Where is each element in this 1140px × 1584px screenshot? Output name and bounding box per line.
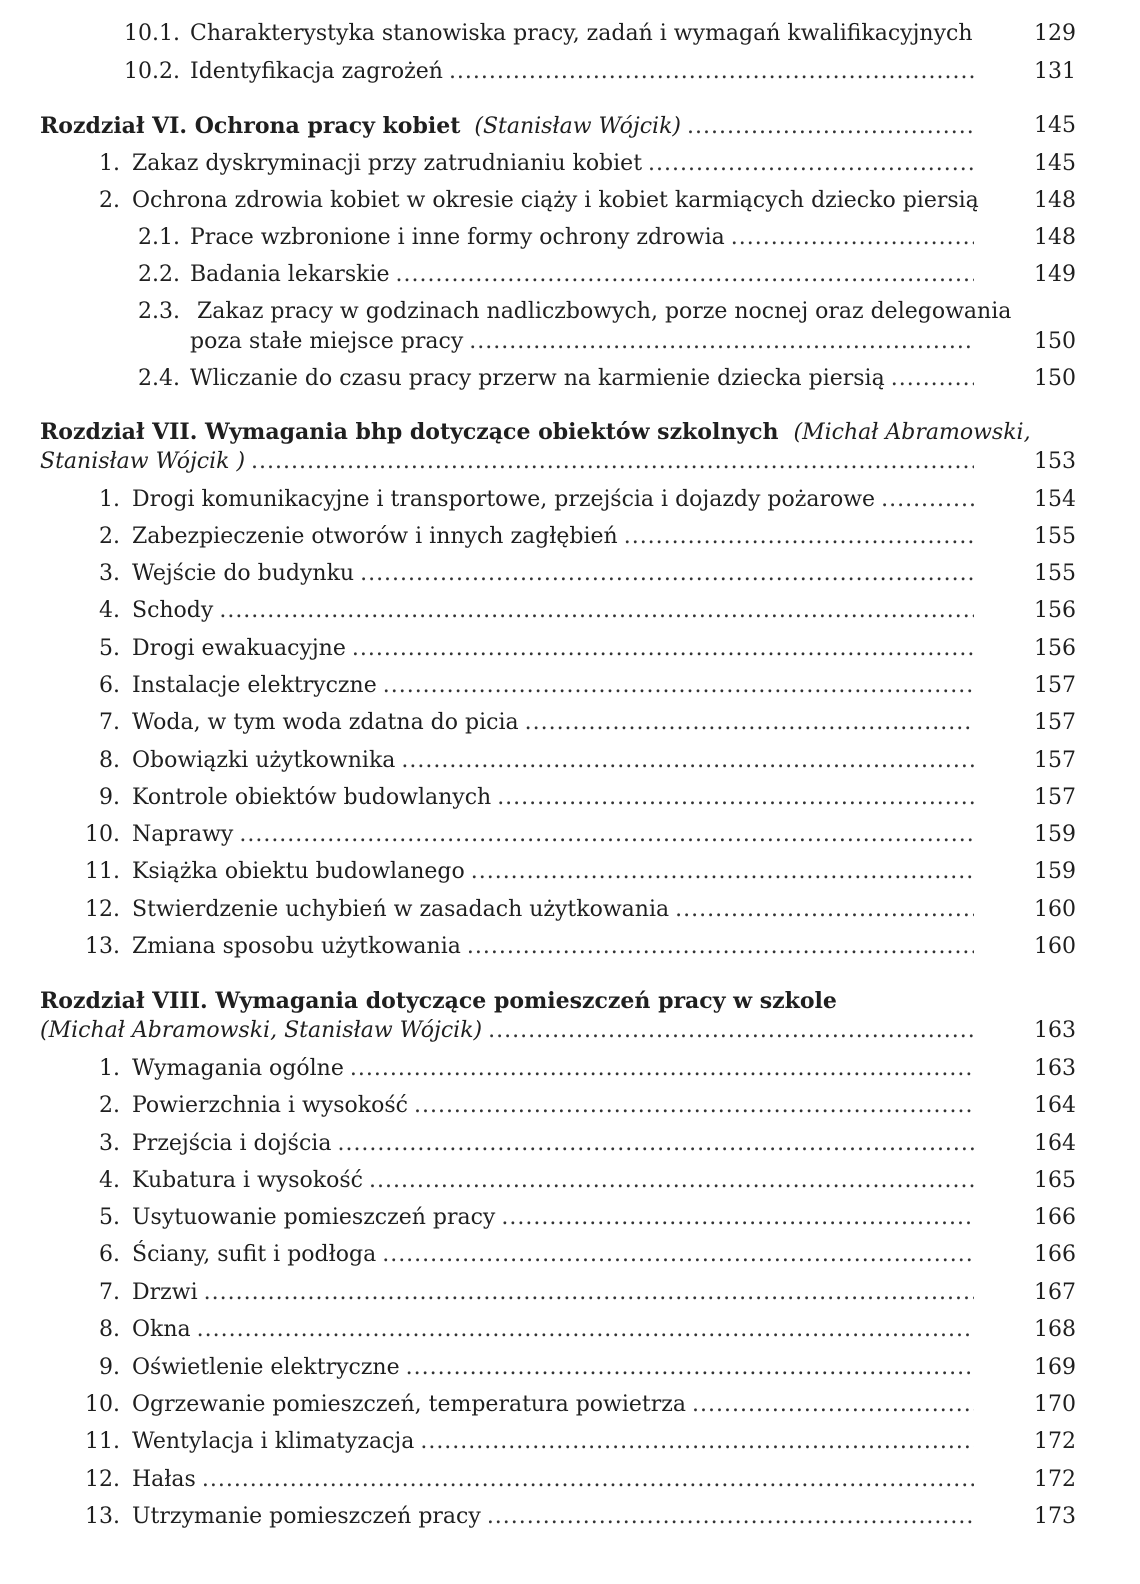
entry-page-number: 145 (1034, 113, 1076, 138)
chapter-author-continued: Stanisław Wójcik ) (40, 449, 246, 474)
dot-leader (467, 933, 974, 961)
entry-page-number: 172 (1034, 1429, 1076, 1454)
entry-number: 3. (99, 1131, 120, 1156)
toc-entry (80, 1055, 1076, 1083)
entry-page-number: 153 (1034, 449, 1076, 474)
toc-entry (120, 20, 1076, 48)
toc-entry (80, 896, 1076, 924)
entry-title-continued: poza stałe miejsce pracy (190, 329, 464, 354)
dot-leader (414, 1092, 974, 1120)
toc-entry-first-line (120, 298, 1011, 326)
toc-entry (80, 187, 1076, 215)
entry-number: 4. (99, 1168, 120, 1193)
dot-leader (501, 1204, 974, 1232)
chapter-title: Rozdział VII. Wymagania bhp dotyczące obiektów szkolnych (40, 419, 779, 445)
dot-leader (369, 1167, 974, 1195)
entry-number: 8. (99, 748, 120, 773)
toc-entry (80, 1316, 1076, 1344)
toc-entry (80, 1204, 1076, 1232)
entry-title: Ogrzewanie pomieszczeń, temperatura powietrza (132, 1392, 686, 1417)
toc-entry (80, 1241, 1076, 1269)
dot-leader (648, 150, 974, 178)
dot-leader (487, 1503, 974, 1531)
entry-page-number: 155 (1034, 561, 1076, 586)
dot-leader (731, 224, 974, 252)
entry-title: Prace wzbronione i inne formy ochrony zdrowia (190, 225, 725, 250)
entry-page-number: 160 (1034, 897, 1076, 922)
dot-leader (525, 709, 974, 737)
entry-title: Obowiązki użytkownika (132, 748, 396, 773)
entry-number: 2.1. (138, 225, 180, 250)
entry-page-number: 170 (1034, 1392, 1076, 1417)
dot-leader (360, 560, 974, 588)
entry-page-number: 160 (1034, 934, 1076, 959)
entry-title: Kontrole obiektów budowlanych (132, 785, 492, 810)
entry-number: 2. (99, 1093, 120, 1118)
entry-number: 6. (99, 1242, 120, 1267)
entry-page-number: 145 (1034, 151, 1076, 176)
chapter-title: Rozdział VIII. Wymagania dotyczące pomieszczeń pracy w szkole (40, 988, 837, 1014)
toc-entry (80, 672, 1076, 700)
entry-number: 13. (85, 934, 120, 959)
toc-entry (80, 560, 1076, 588)
entry-page-number: 129 (1034, 21, 1076, 46)
entry-page-number: 167 (1034, 1280, 1076, 1305)
dot-leader (197, 1316, 974, 1344)
toc-entry (80, 597, 1076, 625)
entry-title: Charakterystyka stanowiska pracy, zadań i wymagań kwalifikacyjnych (190, 21, 973, 46)
entry-page-number: 159 (1034, 822, 1076, 847)
toc-entry (80, 1503, 1076, 1531)
entry-number: 2.4. (138, 366, 180, 391)
entry-title: Okna (132, 1317, 191, 1342)
dot-leader (471, 858, 974, 886)
entry-page-number: 155 (1034, 524, 1076, 549)
toc-entry (80, 635, 1076, 663)
toc-entry (80, 709, 1076, 737)
dot-leader (497, 784, 974, 812)
toc-entry (80, 1354, 1076, 1382)
dot-leader (469, 328, 974, 356)
entry-title: Wliczanie do czasu pracy przerw na karmienie dziecka piersią (190, 366, 885, 391)
entry-page-number: 149 (1034, 262, 1076, 287)
toc-entry (80, 523, 1076, 551)
entry-number: 10. (85, 1392, 120, 1417)
entry-page-number: 173 (1034, 1504, 1076, 1529)
entry-title: Przejścia i dojścia (132, 1131, 332, 1156)
entry-number: 10. (85, 822, 120, 847)
dot-leader (449, 58, 974, 86)
toc-entry (80, 1279, 1076, 1307)
dot-leader (675, 896, 974, 924)
entry-title: Drogi ewakuacyjne (132, 636, 346, 661)
chapter-heading-first-line (40, 987, 837, 1016)
entry-title: Wejście do budynku (132, 561, 355, 586)
toc-entry (80, 933, 1076, 961)
entry-page-number: 166 (1034, 1242, 1076, 1267)
dot-leader (352, 635, 974, 663)
dot-leader (396, 261, 975, 289)
entry-page-number: 150 (1034, 329, 1076, 354)
toc-entry (80, 1092, 1076, 1120)
entry-page-number: 164 (1034, 1093, 1076, 1118)
dot-leader (624, 523, 974, 551)
entry-title: Schody (132, 598, 214, 623)
dot-leader (687, 113, 974, 141)
toc-entry (80, 1130, 1076, 1158)
entry-number: 4. (99, 598, 120, 623)
chapter-heading-first-line (40, 418, 1031, 447)
entry-number: 11. (85, 1429, 120, 1454)
dot-leader (692, 1391, 974, 1419)
entry-page-number: 150 (1034, 366, 1076, 391)
entry-title: Ściany, sufit i podłoga (132, 1242, 377, 1267)
dot-leader (406, 1354, 974, 1382)
entry-title: Zakaz pracy w godzinach nadliczbowych, porze nocnej oraz delegowania (197, 299, 1012, 324)
entry-number: 10.1. (124, 21, 180, 46)
entry-number: 9. (99, 785, 120, 810)
entry-title: Woda, w tym woda zdatna do picia (132, 710, 519, 735)
entry-title: Zmiana sposobu użytkowania (132, 934, 461, 959)
entry-title: Zakaz dyskryminacji przy zatrudnianiu kobiet (132, 151, 643, 176)
dot-leader (401, 747, 974, 775)
toc-entry (80, 1428, 1076, 1456)
entry-number: 7. (99, 710, 120, 735)
entry-page-number: 157 (1034, 785, 1076, 810)
entry-title: Kubatura i wysokość (132, 1168, 363, 1193)
entry-title: Usytuowanie pomieszczeń pracy (132, 1205, 496, 1230)
entry-title: Ochrona zdrowia kobiet w okresie ciąży i kobiet karmiących dziecko piersią (132, 188, 979, 213)
entry-page-number: 154 (1034, 487, 1076, 512)
toc-entry (120, 58, 1076, 86)
entry-number: 7. (99, 1280, 120, 1305)
entry-title: Identyfikacja zagrożeń (190, 59, 443, 84)
entry-title: Drzwi (132, 1280, 198, 1305)
toc-entry (80, 821, 1076, 849)
entry-page-number: 159 (1034, 859, 1076, 884)
dot-leader (337, 1130, 974, 1158)
toc-entry (80, 747, 1076, 775)
entry-title: Powierzchnia i wysokość (132, 1093, 408, 1118)
entry-title: Hałas (132, 1467, 196, 1492)
entry-number: 1. (99, 1056, 120, 1081)
entry-page-number: 166 (1034, 1205, 1076, 1230)
entry-page-number: 156 (1034, 598, 1076, 623)
entry-page-number: 157 (1034, 673, 1076, 698)
toc-entry (120, 261, 1076, 289)
toc-entry (80, 784, 1076, 812)
entry-number: 5. (99, 636, 120, 661)
dot-leader (251, 448, 974, 476)
entry-page-number: 156 (1034, 636, 1076, 661)
chapter-author: (Michał Abramowski, Stanisław Wójcik) (40, 1018, 483, 1043)
dot-leader (202, 1466, 974, 1494)
entry-number: 13. (85, 1504, 120, 1529)
toc-entry (80, 858, 1076, 886)
entry-title: Drogi komunikacyjne i transportowe, przejścia i dojazdy pożarowe (132, 487, 876, 512)
entry-page-number: 169 (1034, 1355, 1076, 1380)
chapter-title: Rozdział VI. Ochrona pracy kobiet (40, 113, 461, 139)
dot-leader (239, 821, 974, 849)
toc-entry (80, 486, 1076, 514)
entry-title: Wentylacja i klimatyzacja (132, 1429, 415, 1454)
entry-title: Oświetlenie elektryczne (132, 1355, 400, 1380)
toc-entry (80, 1391, 1076, 1419)
entry-page-number: 163 (1034, 1056, 1076, 1081)
entry-number: 1. (99, 487, 120, 512)
dot-leader (382, 1241, 974, 1269)
dot-leader (204, 1279, 974, 1307)
entry-number: 1. (99, 151, 120, 176)
entry-number: 2. (99, 188, 120, 213)
dot-leader (383, 672, 974, 700)
entry-title: Wymagania ogólne (132, 1056, 344, 1081)
dot-leader (881, 486, 974, 514)
entry-number: 9. (99, 1355, 120, 1380)
entry-number: 10.2. (124, 59, 180, 84)
entry-page-number: 157 (1034, 710, 1076, 735)
chapter-heading (40, 1017, 1076, 1045)
chapter-author: (Michał Abramowski, (793, 420, 1031, 445)
entry-number: 2.2. (138, 262, 180, 287)
toc-entry (120, 224, 1076, 252)
entry-number: 11. (85, 859, 120, 884)
entry-title: Badania lekarskie (190, 262, 390, 287)
entry-title: Utrzymanie pomieszczeń pracy (132, 1504, 481, 1529)
toc-entry (120, 365, 1076, 393)
entry-number: 12. (85, 897, 120, 922)
entry-title: Naprawy (132, 822, 234, 847)
dot-leader (488, 1017, 974, 1045)
entry-number: 2. (99, 524, 120, 549)
entry-title: Stwierdzenie uchybień w zasadach użytkowania (132, 897, 670, 922)
entry-page-number: 148 (1034, 225, 1076, 250)
entry-number: 5. (99, 1205, 120, 1230)
dot-leader (891, 365, 974, 393)
entry-page-number: 164 (1034, 1131, 1076, 1156)
entry-page-number: 131 (1034, 59, 1076, 84)
toc-entry (190, 328, 1076, 356)
entry-page-number: 148 (1034, 188, 1076, 213)
chapter-heading (40, 448, 1076, 476)
entry-title: Instalacje elektryczne (132, 673, 377, 698)
entry-page-number: 168 (1034, 1317, 1076, 1342)
toc-entry (80, 150, 1076, 178)
entry-page-number: 165 (1034, 1168, 1076, 1193)
entry-number: 8. (99, 1317, 120, 1342)
entry-title: Książka obiektu budowlanego (132, 859, 465, 884)
toc-entry (80, 1466, 1076, 1494)
dot-leader (420, 1428, 974, 1456)
chapter-author: (Stanisław Wójcik) (474, 114, 681, 139)
entry-number: 2.3. (138, 299, 180, 324)
dot-leader (350, 1055, 974, 1083)
entry-page-number: 172 (1034, 1467, 1076, 1492)
dot-leader (219, 597, 974, 625)
entry-page-number: 157 (1034, 748, 1076, 773)
entry-number: 6. (99, 673, 120, 698)
entry-page-number: 163 (1034, 1018, 1076, 1043)
chapter-heading (40, 112, 1076, 141)
toc-entry (80, 1167, 1076, 1195)
entry-title: Zabezpieczenie otworów i innych zagłębień (132, 524, 618, 549)
entry-number: 12. (85, 1467, 120, 1492)
entry-number: 3. (99, 561, 120, 586)
